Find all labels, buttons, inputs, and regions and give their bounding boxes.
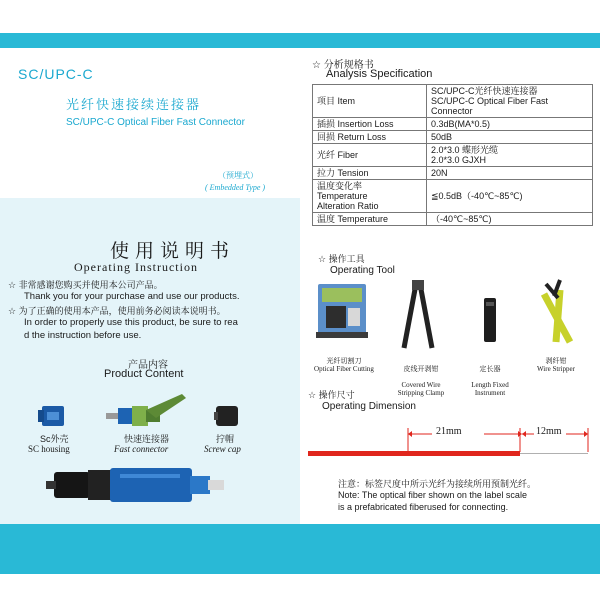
spec-key: 回损 Return Loss [313,131,427,144]
spec-row [313,144,593,167]
product-item-3-en: Screw cap [204,444,241,454]
title-en: SC/UPC-C Optical Fiber Fast Connector [66,117,245,128]
dim-title-cn-text: 操作尺寸 [318,390,355,400]
wire-stripper-image [544,280,570,342]
spec-title-cn-text: 分析规格书 [323,60,374,71]
spec-key: 温度变化率 Temperature Alteration Ratio [313,180,427,213]
star-icon: ☆ [308,390,319,400]
spec-value: ≦0.5dB（-40℃~85℃) [427,180,593,213]
spec-value: 50dB [427,131,593,144]
spec-value: SC/UPC-C光纤快速连接器 SC/UPC-C Optical Fiber Fast Connector [427,85,593,118]
spec-value: 20N [427,167,593,180]
tool-2-label [386,357,456,405]
product-item-2-cn: 快速连接器 [124,434,170,444]
spec-key: 光纤 Fiber [313,144,427,167]
tool-3-label [460,357,520,405]
type-en: ( Embedded Type ) [205,183,266,192]
dim-title-en: Operating Dimension [322,401,416,412]
tool-4-en: Wire Stripper [536,365,575,373]
screw-cap-image [214,406,238,426]
tools-title-en: Operating Tool [330,265,395,276]
title-cn: 光纤快速接续连接器 [66,97,202,112]
dim-b-label: 12mm [536,426,562,437]
fast-connector-image [106,394,186,426]
spec-key: 插损 Insertion Loss [313,118,427,131]
tool-1-en: Optical Fiber Cutting [314,365,374,373]
dim-title-cn [308,388,355,401]
tool-1-cn: 光纤切割刀 [326,357,362,365]
spec-key: 温度 Temperature [313,213,427,226]
length-fixed-image [484,298,496,342]
product-item-1-cn: Sc外壳 [40,434,69,444]
spec-table [312,84,593,226]
manual-line-2: Thank you for your purchase and use our products. [24,291,240,302]
spec-row [313,167,593,180]
spec-value: 2.0*3.0 蝶形光缆 2.0*3.0 GJXH [427,144,593,167]
sc-housing-image [38,406,64,426]
tool-2-en: Covered Wire Stripping Clamp [397,381,445,397]
tools-images [308,276,598,366]
tools-title-cn-text: 操作工具 [328,254,365,264]
manual-line-1: ☆ 非常感谢您购买并使用本公司产品。 [8,280,163,290]
note-en-1: Note: The optical fiber shown on the label scale [338,490,527,500]
spec-key: 项目 Item [313,85,427,118]
manual-title-cn: 使用说明书 [110,241,236,262]
star-icon: ☆ [318,254,329,264]
manual-line-5: d the instruction before use. [24,330,142,341]
manual-line-3: ☆ 为了正确的使用本产品，使用前务必阅读本说明书。 [8,306,226,316]
manual-line-4: In order to properly use this product, be sure to rea [24,317,238,328]
spec-row [313,180,593,213]
spec-key: 拉力 Tension [313,167,427,180]
note-en-2: is a prefabricated fiberused for connecting. [338,502,509,512]
stripping-clamp-image [404,280,432,348]
product-item-1-en: SC housing [28,444,70,454]
spec-value: 0.3dB(MA*0.5) [427,118,593,131]
manual-title-en: Operating Instruction [74,260,198,274]
star-icon: ☆ [312,60,324,71]
product-title-cn: 产品内容 [128,360,168,371]
spec-row [313,85,593,118]
tool-1-label [302,357,386,373]
spec-title-en: Analysis Specification [326,68,433,80]
fiber-cutter-image [316,284,368,338]
spec-value: （-40℃~85℃) [427,213,593,226]
spec-row [313,131,593,144]
product-title-en: Product Content [104,368,184,380]
tool-3-cn: 定长器 [479,365,501,373]
tool-4-cn: 剥纤钳 [545,357,567,365]
spec-row [313,213,593,226]
product-item-2-en: Fast connector [114,444,169,454]
product-images [0,388,300,558]
tool-3-en: Length Fixed Instrument [471,381,509,397]
spec-row [313,118,593,131]
note-cn: 注意：标签尺度中所示光纤为接续所用预制光纤。 [338,479,537,489]
type-cn: （预埋式） [218,171,258,180]
tool-4-label [520,357,592,373]
tools-title-cn [318,252,365,265]
assembled-connector-image [46,468,224,502]
dim-a-label: 21mm [436,426,462,437]
product-item-3-cn: 拧帽 [216,434,235,444]
top-band [0,33,600,48]
model-title: SC/UPC-C [18,66,94,82]
tool-2-cn: 皮线开剥钳 [403,365,439,373]
